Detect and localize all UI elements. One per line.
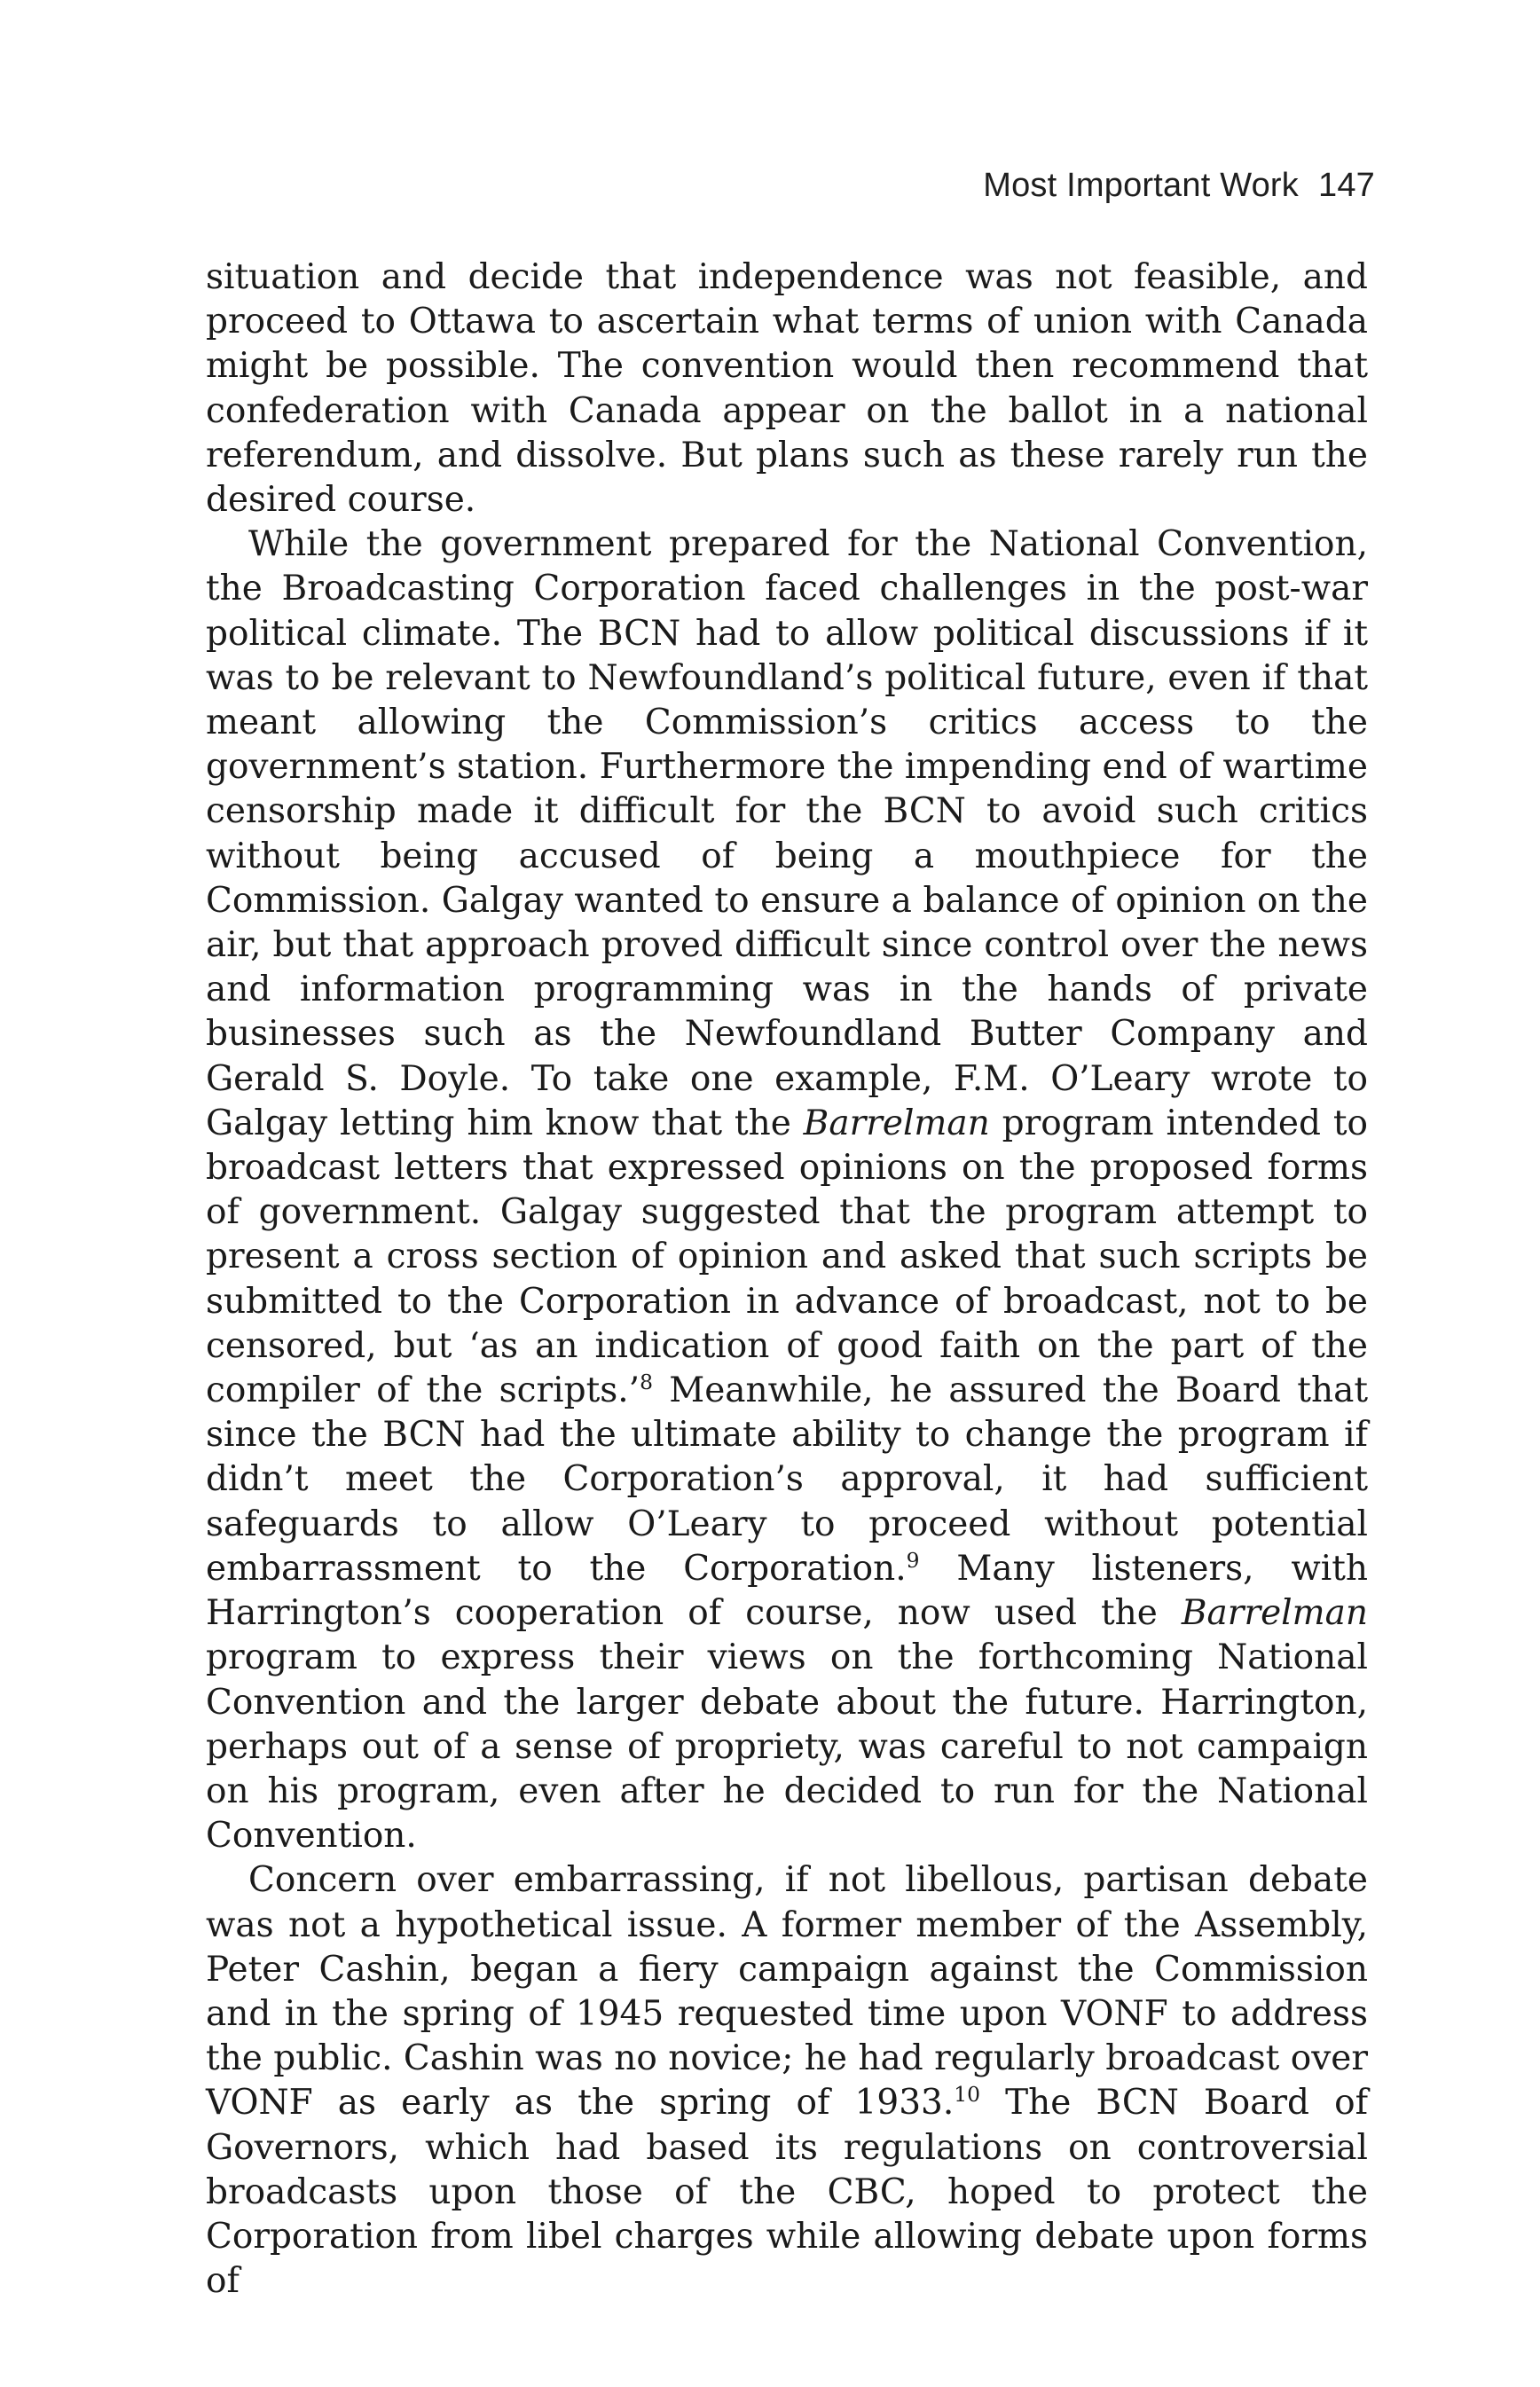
- paragraph-text: Meanwhile, he assured the Board that since the BCN had the ultimate ability to change the program if didn’t meet the Corporation’s approval, it had sufficient safeguards to allow O’Leary to proceed without potential embarrassment to the Corporation.: [206, 1370, 1368, 1589]
- paragraph-text: The BCN Board of Governors, which had based its regulations on controversial broadcasts upon those of the CBC, hoped to protect the Corporation from libel charges while allowing debate upon forms of: [206, 2083, 1368, 2302]
- paragraph-text: situation and decide that independence was not feasible, and proceed to Ottawa to ascertain what terms of union with Canada might be possible. The convention would then recommend that confederation with Canada appear on the ballot in a national referendum, and dissolve. But plans such as these rarely run the desired course.: [206, 257, 1368, 521]
- italic-title: Barrelman: [1181, 1593, 1368, 1634]
- paragraph: [206, 522, 1368, 1858]
- paragraph-text: program to express their views on the forthcoming National Convention and the larger debate about the future. Harrington, perhaps out of a sense of propriety, was careful to not campaign on his program, even after he decided to run for the National Convention.: [206, 1637, 1368, 1857]
- running-head: [983, 167, 1375, 205]
- paragraph-text: Many listeners, with Harrington’s cooperation of course, now used the: [206, 1548, 1369, 1634]
- body-text: [206, 255, 1368, 2304]
- page-number: 147: [1317, 167, 1375, 204]
- paragraph-text: While the government prepared for the National Convention, the Broadcasting Corporation faced challenges in the post-war political climate. The BCN had to allow political discussions if it was to be relevant to Newfoundland’s political future, even if that meant allowing the Commission’s critics access to the government’s station. Furthermore the impending end of wartime censorship made it difficult for the BCN to avoid such critics without being accused of being a mouthpiece for the Commission. Galgay wanted to ensure a balance of opinion on the air, but that approach proved difficult since control over the news and information programming was in the hands of private businesses such as the Newfoundland Butter Company and Gerald S. Doyle. To take one example, F.M. O’Leary wrote to Galgay letting him know that the: [206, 524, 1368, 1143]
- running-head-title: Most Important Work: [983, 167, 1299, 204]
- footnote-marker: 10: [954, 2082, 980, 2108]
- paragraph-text: program intended to broadcast letters that expressed opinions on the proposed forms of government. Galgay suggested that the program attempt to present a cross section of opinion and asked that such scripts be submitted to the Corporation in advance of broadcast, not to be censored, but ‘as an indication of good faith on the part of the compiler of the scripts.’: [206, 1103, 1368, 1411]
- paragraph-text: Concern over embarrassing, if not libellous, partisan debate was not a hypothetical issue. A former member of the Assembly, Peter Cashin, began a fiery campaign against the Commission and in the spring of 1945 requested time upon VONF to address the public. Cashin was no novice; he had regularly broadcast over VONF as early as the spring of 1933.: [206, 1860, 1368, 2124]
- footnote-marker: 8: [640, 1370, 653, 1395]
- italic-title: Barrelman: [803, 1103, 990, 1143]
- paragraph: [206, 1858, 1368, 2304]
- paragraph: [206, 255, 1368, 522]
- footnote-marker: 9: [906, 1547, 920, 1573]
